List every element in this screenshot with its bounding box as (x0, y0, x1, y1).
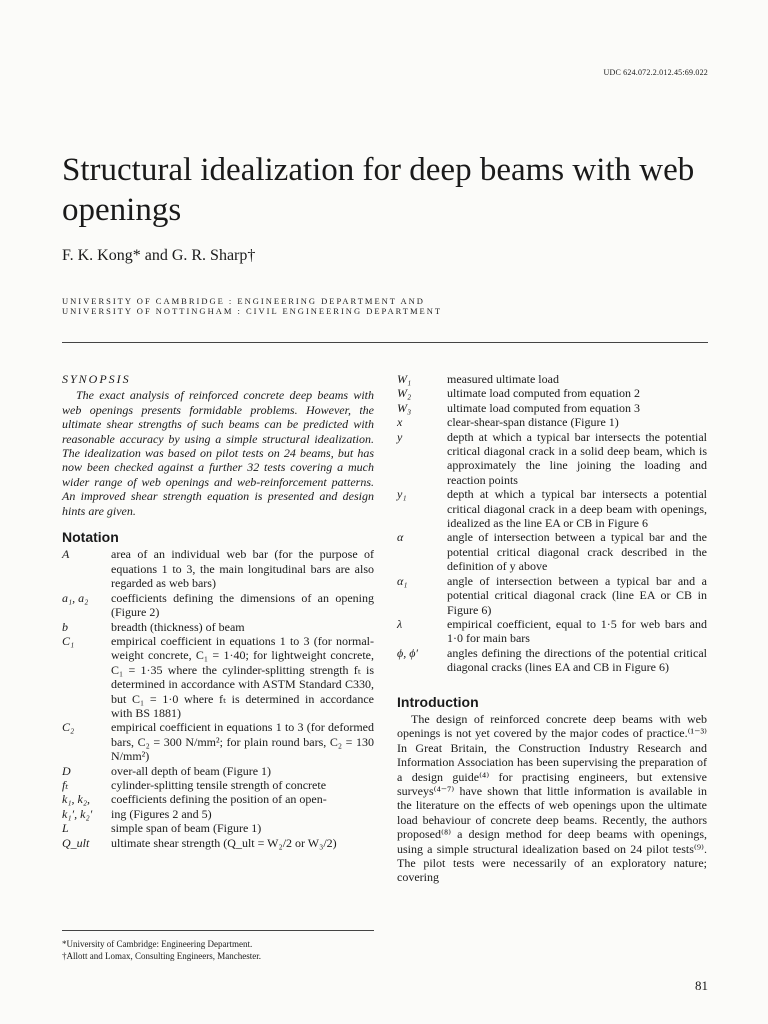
synopsis-heading: SYNOPSIS (62, 372, 131, 386)
notation-symbol: k₁′, k₂′ (62, 806, 93, 821)
notation-entry (62, 778, 374, 792)
notation-entry (62, 807, 374, 821)
notation-entry (62, 591, 374, 620)
notation-definition: simple span of beam (Figure 1) (111, 821, 262, 836)
introduction-heading: Introduction (397, 693, 479, 710)
notation-symbol: D (62, 763, 71, 778)
notation-entry (397, 646, 707, 675)
affiliation-line-1: UNIVERSITY OF CAMBRIDGE : ENGINEERING DEPARTMENT AND (62, 296, 425, 306)
footnote-1: *University of Cambridge: Engineering Department. (62, 939, 253, 949)
notation-symbol: fₜ (62, 777, 69, 792)
notation-symbol: α₁ (397, 573, 408, 588)
notation-symbol: λ (397, 616, 403, 631)
page-number: 81 (695, 978, 708, 993)
notation-entry (62, 720, 374, 763)
notation-definition: empirical coefficient, equal to 1·5 for web bars and 1·0 for main bars (447, 616, 707, 646)
notation-symbol: b (62, 619, 68, 634)
notation-symbol: C₁ (62, 633, 75, 648)
notation-definition: ultimate shear strength (Q_ult = W₂/2 or W₃/2) (111, 835, 337, 850)
introduction-text: The design of reinforced concrete deep beams with web openings is not yet covered by the major codes of practice.⁽¹⁻³⁾ In Great Britain, the Construction Industry Research and Information Association has been supervising the preparation of a design guide⁽⁴⁾ for practising engineers, but extensive surveys⁽⁴⁻⁷⁾ have shown that little information is available in the literature on the effects of web openings upon the ultimate load behaviour of concrete deep beams. Recently, the authors proposed⁽⁸⁾ a design method for deep beams with openings, using a simple structural idealization based on 24 pilot tests⁽⁹⁾. The pilot tests were necessarily of an exploratory nature; covering (397, 711, 707, 885)
notation-definition: angle of intersection between a typical bar and a potential critical diagonal crack (line EA or CB in Figure 6) (447, 573, 707, 617)
left-column (62, 372, 374, 850)
notation-entry (62, 764, 374, 778)
notation-symbol: Q_ult (62, 835, 90, 850)
authors: F. K. Kong* and G. R. Sharp† (62, 247, 256, 264)
right-column (397, 372, 707, 885)
notation-definition: ing (Figures 2 and 5) (111, 806, 212, 821)
notation-entry (62, 547, 374, 590)
notation-symbol: a₁, a₂ (62, 590, 89, 605)
notation-entry (397, 487, 707, 530)
footnote-2: †Allott and Lomax, Consulting Engineers, Manchester. (62, 951, 261, 961)
affiliation-line-2: UNIVERSITY OF NOTTINGHAM : CIVIL ENGINEERING DEPARTMENT (62, 306, 443, 316)
notation-symbol: ϕ, ϕ′ (397, 645, 419, 660)
notation-entry (62, 634, 374, 720)
notation-definition: cylinder-splitting tensile strength of concrete (111, 777, 327, 792)
notation-entry (62, 620, 374, 634)
notation-definition: empirical coefficient in equations 1 to 3 (for normal-weight concrete, C₁ = 1·40; for lightweight concrete, C₁ = 1·35 where the cylinder-splitting strength fₜ is determined in accordance with ASTM Standard C330, but C₁ = 1·0 where fₜ is determined in accordance with BS 1881) (111, 633, 374, 720)
notation-definition: over-all depth of beam (Figure 1) (111, 763, 272, 778)
notation-symbol: W₁ (397, 372, 412, 386)
notation-definition: coefficients defining the position of an open- (111, 792, 327, 807)
notation-symbol: A (62, 547, 70, 562)
notation-entry (397, 401, 707, 415)
header-rule (62, 342, 708, 343)
paper-title: Structural idealization for deep beams with web openings (62, 152, 695, 228)
notation-entry (397, 415, 707, 429)
synopsis-text: The exact analysis of reinforced concrete deep beams with web openings presents formidable problems. However, the ultimate shear strengths of such beams can be predicted with reasonable accuracy by using a simple structural idealization. The idealization was based on pilot tests on 24 beams, but has now been checked against a further 32 tests covering a much wider range of web openings and web-reinforcement patterns. An improved shear strength equation is presented and design hints are given. (62, 388, 374, 518)
notation-definition: depth at which a typical bar intersects a potential critical diagonal crack in a deep beam with openings, idealized as the line EA or CB in Figure 6 (447, 487, 707, 531)
notation-symbol: W₃ (397, 400, 412, 415)
notation-entry (397, 430, 707, 488)
footnote-rule (62, 930, 374, 931)
notation-symbol: C₂ (62, 720, 75, 735)
notation-entry (397, 617, 707, 646)
notation-definition: ultimate load computed from equation 3 (447, 400, 640, 415)
udc-code: UDC 624.072.2.012.45:69.022 (603, 68, 708, 77)
notation-symbol: α (397, 530, 404, 545)
notation-definition: empirical coefficient in equations 1 to 3 (for deformed bars, C₂ = 300 N/mm²; for plain round bars, C₂ = 130 N/mm²) (111, 720, 374, 764)
notation-definition: measured ultimate load (447, 372, 559, 386)
notation-symbol: L (62, 821, 69, 836)
notation-definition: ultimate load computed from equation 2 (447, 386, 640, 401)
notation-entry (397, 530, 707, 573)
notation-definition: area of an individual web bar (for the purpose of equations 1 to 3, the main longitudinal bars are also regarded as web bars) (111, 547, 374, 591)
notation-entry (397, 574, 707, 617)
notation-definition: clear-shear-span distance (Figure 1) (447, 415, 619, 430)
notation-symbol: y (397, 429, 403, 444)
notation-definition: breadth (thickness) of beam (111, 619, 245, 634)
notation-symbol: W₂ (397, 386, 412, 401)
notation-entry (397, 386, 707, 400)
notation-entry (62, 821, 374, 835)
notation-definition: depth at which a typical bar intersects the potential critical diagonal crack in a solid deep beam, which is approximately the line joining the loading and reaction points (447, 429, 707, 487)
notation-definition: angles defining the directions of the potential critical diagonal cracks (lines EA and CB in Figure 6) (447, 645, 707, 675)
notation-entry (397, 372, 707, 386)
notation-list-left (62, 547, 374, 850)
notation-symbol: k₁, k₂, (62, 792, 90, 807)
footnotes (62, 938, 362, 962)
notation-heading: Notation (62, 529, 119, 546)
notation-list-right (397, 372, 707, 675)
notation-definition: angle of intersection between a typical bar and the potential critical diagonal crack described in the definition of y above (447, 530, 707, 574)
notation-definition: coefficients defining the dimensions of an opening (Figure 2) (111, 590, 374, 620)
notation-entry (62, 792, 374, 806)
affiliations (62, 296, 442, 316)
notation-entry (62, 836, 374, 850)
notation-symbol: x (397, 415, 403, 430)
notation-symbol: y₁ (397, 487, 407, 502)
